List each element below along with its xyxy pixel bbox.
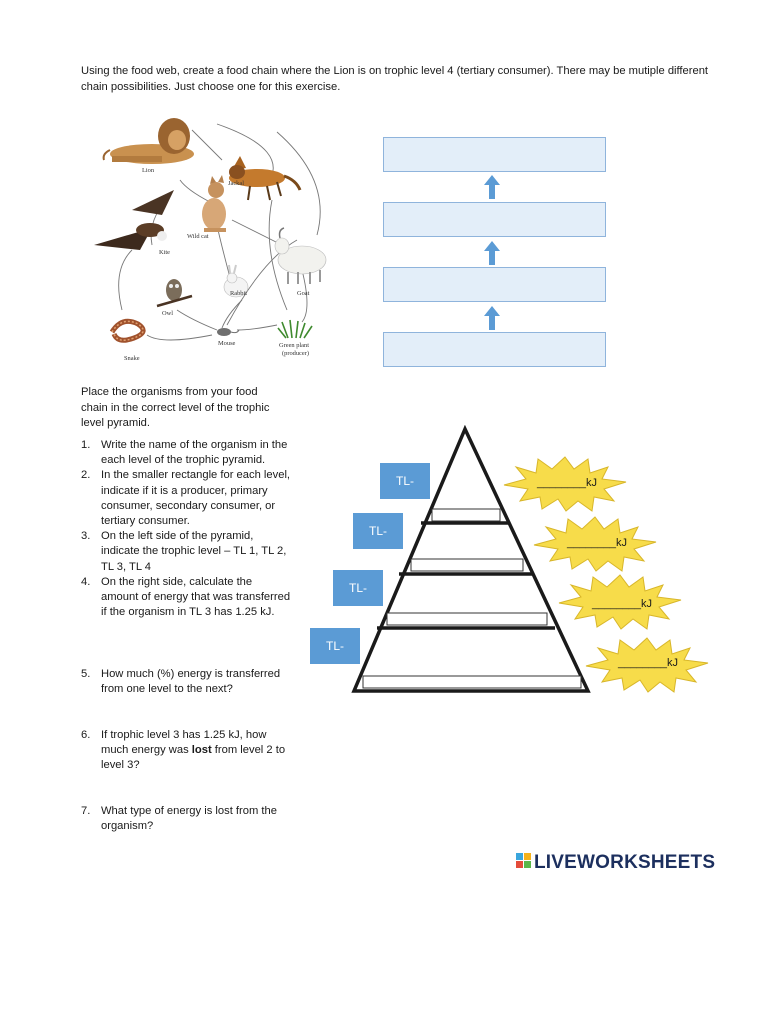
level-3-small-rect xyxy=(411,559,523,571)
kite-illustration xyxy=(94,190,174,250)
steps-list xyxy=(81,438,291,620)
question-number: 7. xyxy=(81,805,91,817)
question-bold-word: lost xyxy=(191,744,212,757)
tl-box-2[interactable]: TL- xyxy=(333,570,383,606)
question-7 xyxy=(81,804,291,834)
energy-blank-2[interactable]: ________kJ xyxy=(592,598,652,610)
place-instructions: Place the organisms from your food chain in the correct level of the trophic level pyramid. xyxy=(81,386,270,429)
question-text: If trophic level 3 has 1.25 kJ, how much energy was xyxy=(101,729,267,757)
food-web-image xyxy=(92,110,332,372)
snake-illustration xyxy=(112,321,143,340)
mouse-label: Mouse xyxy=(218,340,236,347)
tl-box-4[interactable]: TL- xyxy=(380,463,430,499)
chain-box-4[interactable] xyxy=(383,137,606,172)
wild-cat-illustration xyxy=(202,175,226,232)
step-text: In the smaller rectangle for each level, indicate if it is a producer, primary consumer, secondary consumer, or tertiary consumer. xyxy=(101,469,291,528)
energy-blank-1[interactable]: ________kJ xyxy=(618,657,678,669)
owl-label: Owl xyxy=(162,310,174,317)
kite-label: Kite xyxy=(159,249,171,256)
question-text-end: from level 2 to level 3? xyxy=(101,744,286,772)
mouse-illustration xyxy=(217,328,239,336)
chain-box-1[interactable] xyxy=(383,332,606,367)
step-number: 1. xyxy=(81,439,91,451)
green-plant-illustration xyxy=(278,320,312,338)
intro-text: Using the food web, create a food chain where the Lion is on trophic level 4 (tertiary consumer). There may be mutiple different chain possibilities. Just choose one for this exercise. xyxy=(81,65,709,93)
rabbit-label: Rabbit xyxy=(230,290,248,297)
liveworksheets-logo-icon xyxy=(516,853,532,869)
question-number: 6. xyxy=(81,729,91,741)
list-item xyxy=(81,575,291,621)
green-plant-label: Green plant xyxy=(279,342,309,349)
owl-illustration xyxy=(157,279,192,306)
food-web-illustration xyxy=(92,110,332,372)
jackal-illustration xyxy=(229,156,300,200)
wild-cat-label: Wild cat xyxy=(187,233,209,240)
producer-label: (producer) xyxy=(282,350,309,357)
level-4-small-rect xyxy=(432,509,500,521)
level-1-small-rect xyxy=(363,676,581,688)
level-2-small-rect xyxy=(387,613,547,625)
chain-box-3[interactable] xyxy=(383,202,606,237)
question-text: What type of energy is lost from the organism? xyxy=(101,805,277,833)
jackal-label: Jackal xyxy=(228,180,244,187)
question-6 xyxy=(81,728,291,774)
step-number: 2. xyxy=(81,469,91,482)
arrow-up-icon xyxy=(483,175,501,199)
lion-illustration xyxy=(104,118,194,164)
chain-box-2[interactable] xyxy=(383,267,606,302)
arrow-up-icon xyxy=(483,306,501,330)
tl-box-3[interactable]: TL- xyxy=(353,513,403,549)
step-text: On the left side of the pyramid, indicate the trophic level – TL 1, TL 2, TL 3, TL 4 xyxy=(101,530,287,573)
arrow-up-icon xyxy=(483,241,501,265)
brand-name: LIVEWORKSHEETS xyxy=(534,852,716,873)
step-text: Write the name of the organism in the each level of the trophic pyramid. xyxy=(101,439,288,467)
step-number: 4. xyxy=(81,575,91,588)
lion-label: Lion xyxy=(142,167,155,174)
list-item xyxy=(81,438,291,468)
energy-blank-3[interactable]: ________kJ xyxy=(567,537,627,549)
question-text: How much (%) energy is transferred from one level to the next? xyxy=(101,668,281,696)
list-item xyxy=(81,468,291,529)
question-5 xyxy=(81,667,291,697)
question-number: 5. xyxy=(81,668,91,680)
tl-box-1[interactable]: TL- xyxy=(310,628,360,664)
goat-label: Goat xyxy=(297,290,310,297)
step-text: On the right side, calculate the amount of energy that was transferred if the organism in TL 3 has 1.25 kJ. xyxy=(101,575,291,619)
goat-illustration xyxy=(275,228,326,284)
snake-label: Snake xyxy=(124,355,140,362)
energy-blank-4[interactable]: ________kJ xyxy=(537,477,597,489)
list-item xyxy=(81,529,291,575)
step-number: 3. xyxy=(81,530,91,543)
